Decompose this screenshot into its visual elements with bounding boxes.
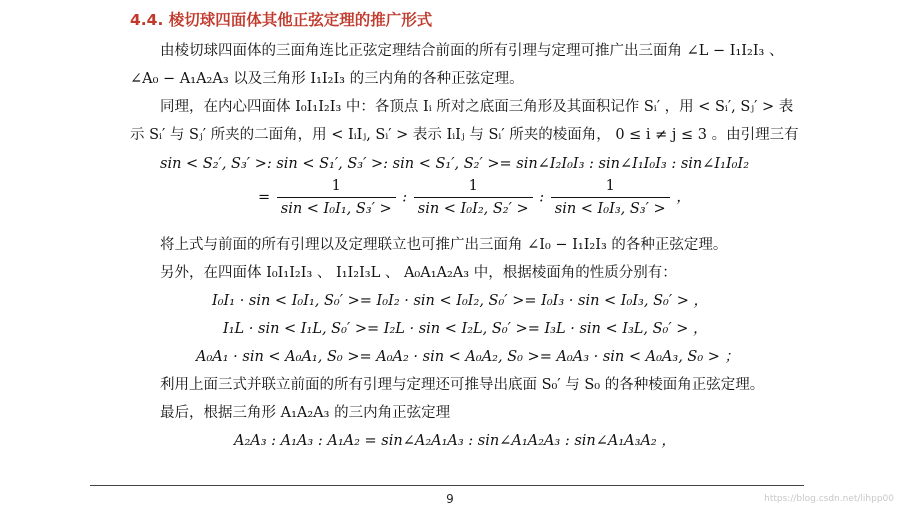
fraction-3	[551, 176, 670, 219]
equation-tetrahedron-a: A₀A₁ · sin < A₀A₁, S₀ >= A₀A₂ · sin < A₀A₂, S₀ >= A₀A₃ · sin < A₀A₃, S₀ > ；	[196, 349, 740, 365]
paragraph-1-line-2: ∠A₀ − A₁A₂A₃ 以及三角形 I₁I₂I₃ 的三内角的各种正弦定理。	[130, 71, 524, 87]
text-line-2: 另外，在四面体 I₀I₁I₂I₃ 、 I₁I₂I₃L 、 A₀A₁A₂A₃ 中，根据棱面角的性质分别有：	[160, 265, 677, 281]
equation-trailing-punctuation: ，	[676, 189, 691, 206]
fraction-1	[277, 176, 396, 219]
equals-sign: =	[258, 189, 271, 206]
text-line-1: 将上式与前面的所有引理以及定理联立也可推广出三面角 ∠I₀ − I₁I₂I₃ 的各种正弦定理。	[160, 237, 728, 253]
equation-fraction-row	[258, 176, 691, 219]
paragraph-1-line-1: 由棱切球四面体的三面角连比正弦定理结合前面的所有引理与定理可推广出三面角 ∠L − I₁I₂I₃ 、	[160, 43, 784, 59]
equation-tetrahedron-l: I₁L · sin < I₁L, S₀′ >= I₂L · sin < I₂L, S₀′ >= I₃L · sin < I₃L, S₀′ > ，	[223, 321, 708, 337]
fraction-3-numerator: 1	[605, 178, 615, 194]
paragraph-2-line-2: 示 Sᵢ′ 与 Sⱼ′ 所夹的二面角，用 < IᵢIⱼ, Sᵢ′ > 表示 IᵢIⱼ 与 Sᵢ′ 所夹的棱面角， 0 ≤ i ≠ j ≤ 3 。由引理三有	[130, 127, 799, 143]
page-number: 9	[446, 492, 454, 506]
equation-triangle-sine-law: A₂A₃ : A₁A₃ : A₁A₂ = sin∠A₂A₁A₃ : sin∠A₁A₂A₃ : sin∠A₁A₃A₂ ，	[234, 433, 676, 449]
text-line-3: 利用上面三式并联立前面的所有引理与定理还可推导出底面 S₀′ 与 S₀ 的各种棱面角正弦定理。	[160, 377, 765, 393]
ratio-separator: :	[539, 189, 545, 206]
footer-divider	[90, 485, 804, 486]
equation-incenter-tetrahedron: I₀I₁ · sin < I₀I₁, S₀′ >= I₀I₂ · sin < I₀I₂, S₀′ >= I₀I₃ · sin < I₀I₃, S₀′ > ，	[212, 293, 708, 309]
ratio-separator: :	[402, 189, 408, 206]
fraction-1-denominator: sin < I₀I₁, S₃′ >	[277, 197, 396, 219]
watermark: https://blog.csdn.net/lihpp00	[764, 494, 894, 504]
fraction-2-numerator: 1	[468, 178, 478, 194]
text-line-4: 最后，根据三角形 A₁A₂A₃ 的三内角正弦定理	[160, 405, 451, 421]
fraction-2-denominator: sin < I₀I₂, S₂′ >	[414, 197, 533, 219]
section-heading: 4.4. 棱切球四面体其他正弦定理的推广形式	[130, 11, 433, 29]
fraction-1-numerator: 1	[331, 178, 341, 194]
paragraph-2-line-1: 同理，在内心四面体 I₀I₁I₂I₃ 中：各顶点 Iᵢ 所对之底面三角形及其面积记作 Sᵢ′ ，用 < Sᵢ′, Sⱼ′ > 表	[160, 99, 794, 115]
equation-sine-ratio: sin < S₂′, S₃′ >: sin < S₁′, S₃′ >: sin < S₁′, S₂′ >= sin∠I₂I₀I₃ : sin∠I₁I₀I₃ : sin∠I₁I₀I₂	[160, 156, 750, 172]
fraction-2	[414, 176, 533, 219]
fraction-3-denominator: sin < I₀I₃, S₃′ >	[551, 197, 670, 219]
